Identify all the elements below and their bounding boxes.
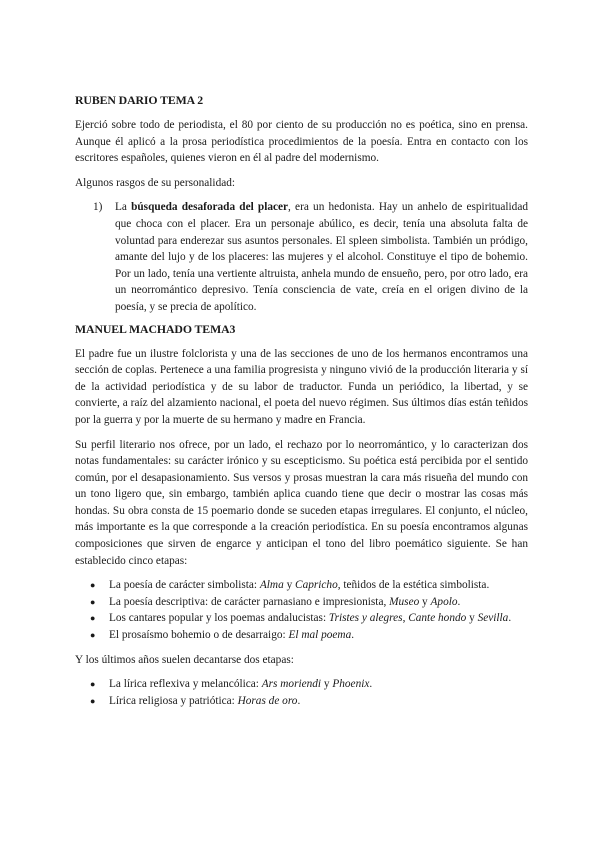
paragraph: Y los últimos años suelen decantarse dos etapas: [75, 653, 294, 666]
bullet-icon: ● [90, 580, 96, 591]
paragraph: Algunos rasgos de su personalidad: [75, 176, 236, 189]
paragraph: El padre fue un ilustre folclorista y una de las secciones de uno de los hermanos encontramos una sección de coplas. Pertenece a una familia progresista y ninguno vivió de la producción literaria y sí de la actividad periodística y de su labor de traductor. Funda un periódico, la libertad, y se convierte, a raíz del alzamiento nacional, el poeta del nuevo régimen. Sus últimos días están teñidos por la guerra y por la muerte de su hermano y madre en Francia. [75, 347, 528, 426]
list-number: 1) [93, 201, 103, 214]
list-item: ● La poesía de carácter simbolista: Alma y Capricho, teñidos de la estética simbolista. [109, 577, 528, 594]
bullet-icon: ● [90, 695, 96, 706]
bullet-list-final-stages [75, 676, 528, 709]
bullet-icon: ● [90, 613, 96, 624]
list-item: ● La poesía descriptiva: de carácter parnasiano e impresionista, Museo y Apolo. [109, 594, 528, 611]
numbered-list [75, 199, 528, 315]
bullet-list-stages [75, 577, 528, 643]
list-item: ● Lírica religiosa y patriótica: Horas de oro. [109, 693, 528, 710]
section-title-manuel-machado: MANUEL MACHADO TEMA3 [75, 321, 236, 336]
paragraph: Su perfil literario nos ofrece, por un lado, el rechazo por lo neorromántico, y lo caracterizan dos notas fundamentales: su carácter irónico y su escepticismo. Su poética está percibida por el sentido común, por el desapasionamiento. Sus versos y prosas muestran la cara más risueña del mundo con un tono ligero que, sin embargo, también aplica cuando tiene que decir o mostrar las cosas más hondas. Su obra consta de 15 poemario donde se suceden etapas irregulares. El conjunto, el núcleo, más importante es la que corresponde a la creación periodística. En su poesía encontramos algunas composiciones que sirven de engarce y anticipan el tono del libro poemático siguiente. Se han establecido cinco etapas: [75, 438, 528, 567]
bullet-icon: ● [90, 596, 96, 607]
bullet-icon: ● [90, 630, 96, 641]
document-page [75, 92, 528, 717]
bullet-icon: ● [90, 679, 96, 690]
list-item: ● La lírica reflexiva y melancólica: Ars moriendi y Phoenix. [109, 676, 528, 693]
list-item: 1) La búsqueda desaforada del placer, era un hedonista. Hay un anhelo de espiritualidad que choca con el placer. Era un personaje abúlico, es decir, tenía una absoluta falta de voluntad para enderezar sus asuntos personales. El spleen simbolista. También un pródigo, amante del lujo y de los placeres: las mujeres y el alcohol. Constituye el tipo de bohemio. Por un lado, tenía una vertiente altruista, anhela mundo de ensueño, pero, por otro lado, era un neorromántico depresivo. Tenía consciencia de vate, creía en el origen divino de la poesía, y se precia de apolítico. [93, 201, 528, 313]
paragraph: Ejerció sobre todo de periodista, el 80 por ciento de su producción no es poética, sino en prensa. Aunque él aplicó a la prosa periodística procedimientos de la poesía. Entra en contacto con los escritores españoles, quienes vieron en él al padre del modernismo. [75, 119, 528, 165]
section-title-ruben-dario: RUBEN DARIO TEMA 2 [75, 93, 204, 107]
list-item: ● Los cantares popular y los poemas andalucistas: Tristes y alegres, Cante hondo y Sevilla. [109, 610, 528, 627]
bold-phrase: búsqueda desaforada del placer [131, 201, 289, 214]
list-item: ● El prosaísmo bohemio o de desarraigo: El mal poema. [109, 627, 528, 644]
